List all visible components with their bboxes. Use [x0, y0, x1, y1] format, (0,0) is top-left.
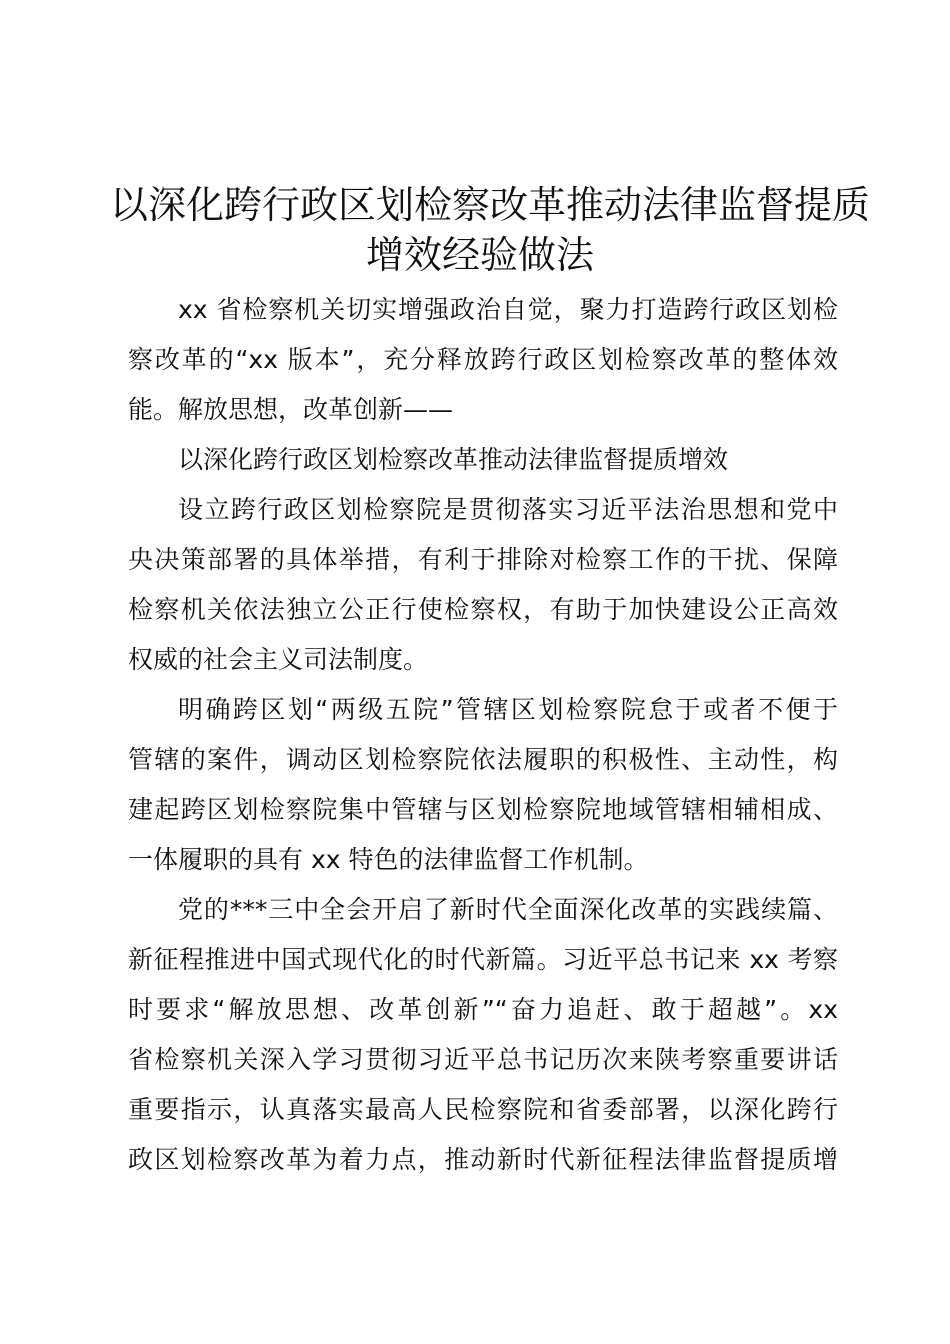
document-title: [110, 180, 871, 280]
body-text-line: 以深化跨行政区划检察改革推动法律监督提质增效: [178, 445, 729, 474]
body-text-line: 权威的社会主义司法制度。: [128, 645, 429, 674]
document-body: [128, 285, 838, 1185]
body-text-line: 检察机关依法独立公正行使检察权，有助于加快建设公正高效: [128, 595, 838, 624]
body-text-line: 重要指示，认真落实最高人民检察院和省委部署，以深化跨行: [128, 1095, 838, 1124]
body-text-line: 省检察机关深入学习贯彻习近平总书记历次来陕考察重要讲话: [128, 1045, 838, 1074]
body-text-line: 管辖的案件，调动区划检察院依法履职的积极性、主动性，构: [128, 745, 838, 774]
body-text-line: 政区划检察改革为着力点，推动新时代新征程法律监督提质增: [128, 1145, 838, 1174]
body-text-line: 央决策部署的具体举措，有利于排除对检察工作的干扰、保障: [128, 545, 838, 574]
body-text-line: 一体履职的具有 xx 特色的法律监督工作机制。: [128, 845, 649, 874]
title-line-1: 以深化跨行政区划检察改革推动法律监督提质: [110, 183, 871, 227]
title-line-2: 增效经验做法: [365, 233, 594, 277]
body-text-line: 新征程推进中国式现代化的时代新篇。习近平总书记来 xx 考察: [128, 945, 838, 974]
body-text-line: 明确跨区划“两级五院”管辖区划检察院怠于或者不便于: [178, 695, 838, 724]
body-text-line: 设立跨行政区划检察院是贯彻落实习近平法治思想和党中: [178, 495, 838, 524]
body-text-line: 党的***三中全会开启了新时代全面深化改革的实践续篇、: [178, 895, 838, 924]
body-text-line: 能。解放思想，改革创新——: [128, 395, 454, 424]
body-text-line: 察改革的“xx 版本”，充分释放跨行政区划检察改革的整体效: [128, 345, 838, 374]
body-text-line: 建起跨区划检察院集中管辖与区划检察院地域管辖相辅相成、: [128, 795, 838, 824]
body-text-line: xx 省检察机关切实增强政治自觉，聚力打造跨行政区划检: [178, 295, 838, 324]
body-text-line: 时要求“解放思想、改革创新”“奋力追赶、敢于超越”。xx: [128, 995, 838, 1024]
